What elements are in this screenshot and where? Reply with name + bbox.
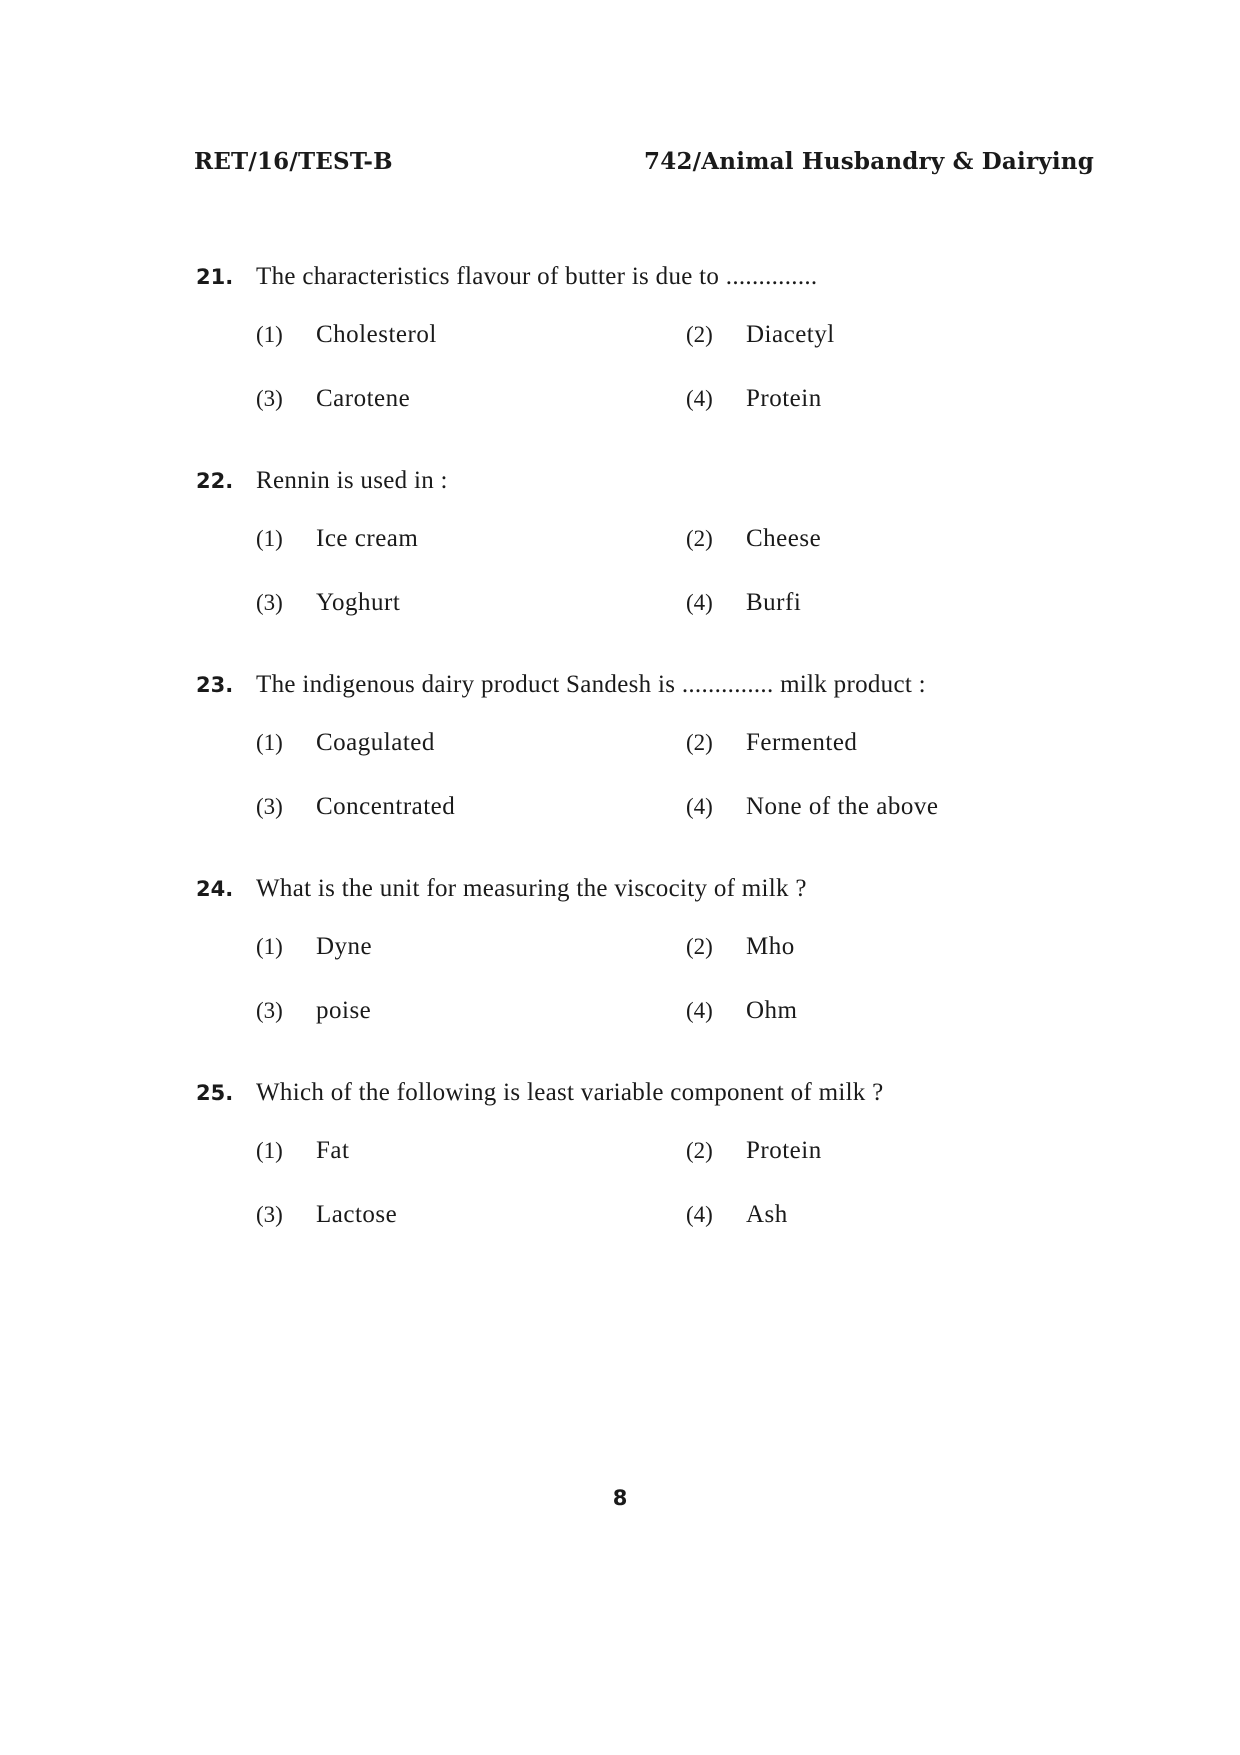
option-4: [686, 1200, 1116, 1230]
option-4: [686, 996, 1116, 1026]
option-number: (2): [686, 322, 713, 347]
question-21: [196, 262, 1096, 414]
question-number: 24.: [196, 877, 234, 901]
option-number: (4): [686, 1202, 713, 1227]
question-text: What is the unit for measuring the viscocity of milk ?: [256, 875, 807, 902]
option-number: (2): [686, 934, 713, 959]
option-text: Ash: [746, 1201, 788, 1228]
option-text: Dyne: [316, 933, 373, 960]
option-text: None of the above: [746, 793, 939, 820]
option-text: Protein: [746, 385, 822, 412]
question-number: 21.: [196, 265, 234, 289]
option-text: Ice cream: [316, 525, 419, 552]
option-1: [256, 320, 686, 350]
option-number: (2): [686, 730, 713, 755]
question-number: 23.: [196, 673, 234, 697]
option-text: Diacetyl: [746, 321, 835, 348]
option-grid: [256, 524, 1096, 618]
question-text: Rennin is used in :: [256, 467, 448, 494]
option-4: [686, 792, 1116, 822]
option-number: (3): [256, 998, 283, 1023]
option-3: [256, 384, 686, 414]
option-2: [686, 1136, 1116, 1166]
option-text: Protein: [746, 1137, 822, 1164]
option-number: (1): [256, 730, 283, 755]
option-text: Cholesterol: [316, 321, 437, 348]
option-2: [686, 728, 1116, 758]
question-number: 22.: [196, 469, 234, 493]
option-text: Fermented: [746, 729, 858, 756]
option-2: [686, 932, 1116, 962]
option-text: Fat: [316, 1137, 350, 1164]
option-number: (1): [256, 526, 283, 551]
question-24: [196, 874, 1096, 1026]
option-number: (4): [686, 590, 713, 615]
header-test-code: RET/16/TEST-B: [194, 148, 393, 175]
page-header: [194, 148, 1094, 175]
option-number: (1): [256, 1138, 283, 1163]
option-number: (3): [256, 1202, 283, 1227]
option-4: [686, 588, 1116, 618]
option-text: poise: [316, 997, 372, 1024]
option-text: Burfi: [746, 589, 802, 616]
question-number: 25.: [196, 1081, 234, 1105]
option-1: [256, 728, 686, 758]
question-23: [196, 670, 1096, 822]
option-number: (4): [686, 794, 713, 819]
option-grid: [256, 1136, 1096, 1230]
option-text: Concentrated: [316, 793, 456, 820]
header-subject: 742/Animal Husbandry & Dairying: [644, 148, 1094, 175]
option-2: [686, 320, 1116, 350]
option-text: Ohm: [746, 997, 798, 1024]
option-3: [256, 1200, 686, 1230]
option-1: [256, 932, 686, 962]
option-text: Coagulated: [316, 729, 435, 756]
question-25: [196, 1078, 1096, 1230]
option-number: (4): [686, 386, 713, 411]
option-1: [256, 1136, 686, 1166]
option-3: [256, 588, 686, 618]
option-text: Cheese: [746, 525, 822, 552]
option-1: [256, 524, 686, 554]
question-text: The characteristics flavour of butter is due to ..............: [256, 263, 818, 290]
option-3: [256, 792, 686, 822]
option-grid: [256, 320, 1096, 414]
option-grid: [256, 728, 1096, 822]
option-text: Yoghurt: [316, 589, 401, 616]
question-text: The indigenous dairy product Sandesh is .............. milk product :: [256, 671, 926, 698]
question-22: [196, 466, 1096, 618]
question-text: Which of the following is least variable component of milk ?: [256, 1079, 884, 1106]
option-number: (3): [256, 590, 283, 615]
option-number: (1): [256, 322, 283, 347]
option-text: Mho: [746, 933, 795, 960]
option-3: [256, 996, 686, 1026]
option-text: Carotene: [316, 385, 411, 412]
option-number: (4): [686, 998, 713, 1023]
question-list: [196, 262, 1096, 1282]
option-text: Lactose: [316, 1201, 398, 1228]
option-number: (3): [256, 386, 283, 411]
option-number: (1): [256, 934, 283, 959]
option-4: [686, 384, 1116, 414]
page-number: 8: [612, 1486, 628, 1510]
option-number: (3): [256, 794, 283, 819]
option-2: [686, 524, 1116, 554]
option-grid: [256, 932, 1096, 1026]
option-number: (2): [686, 1138, 713, 1163]
option-number: (2): [686, 526, 713, 551]
